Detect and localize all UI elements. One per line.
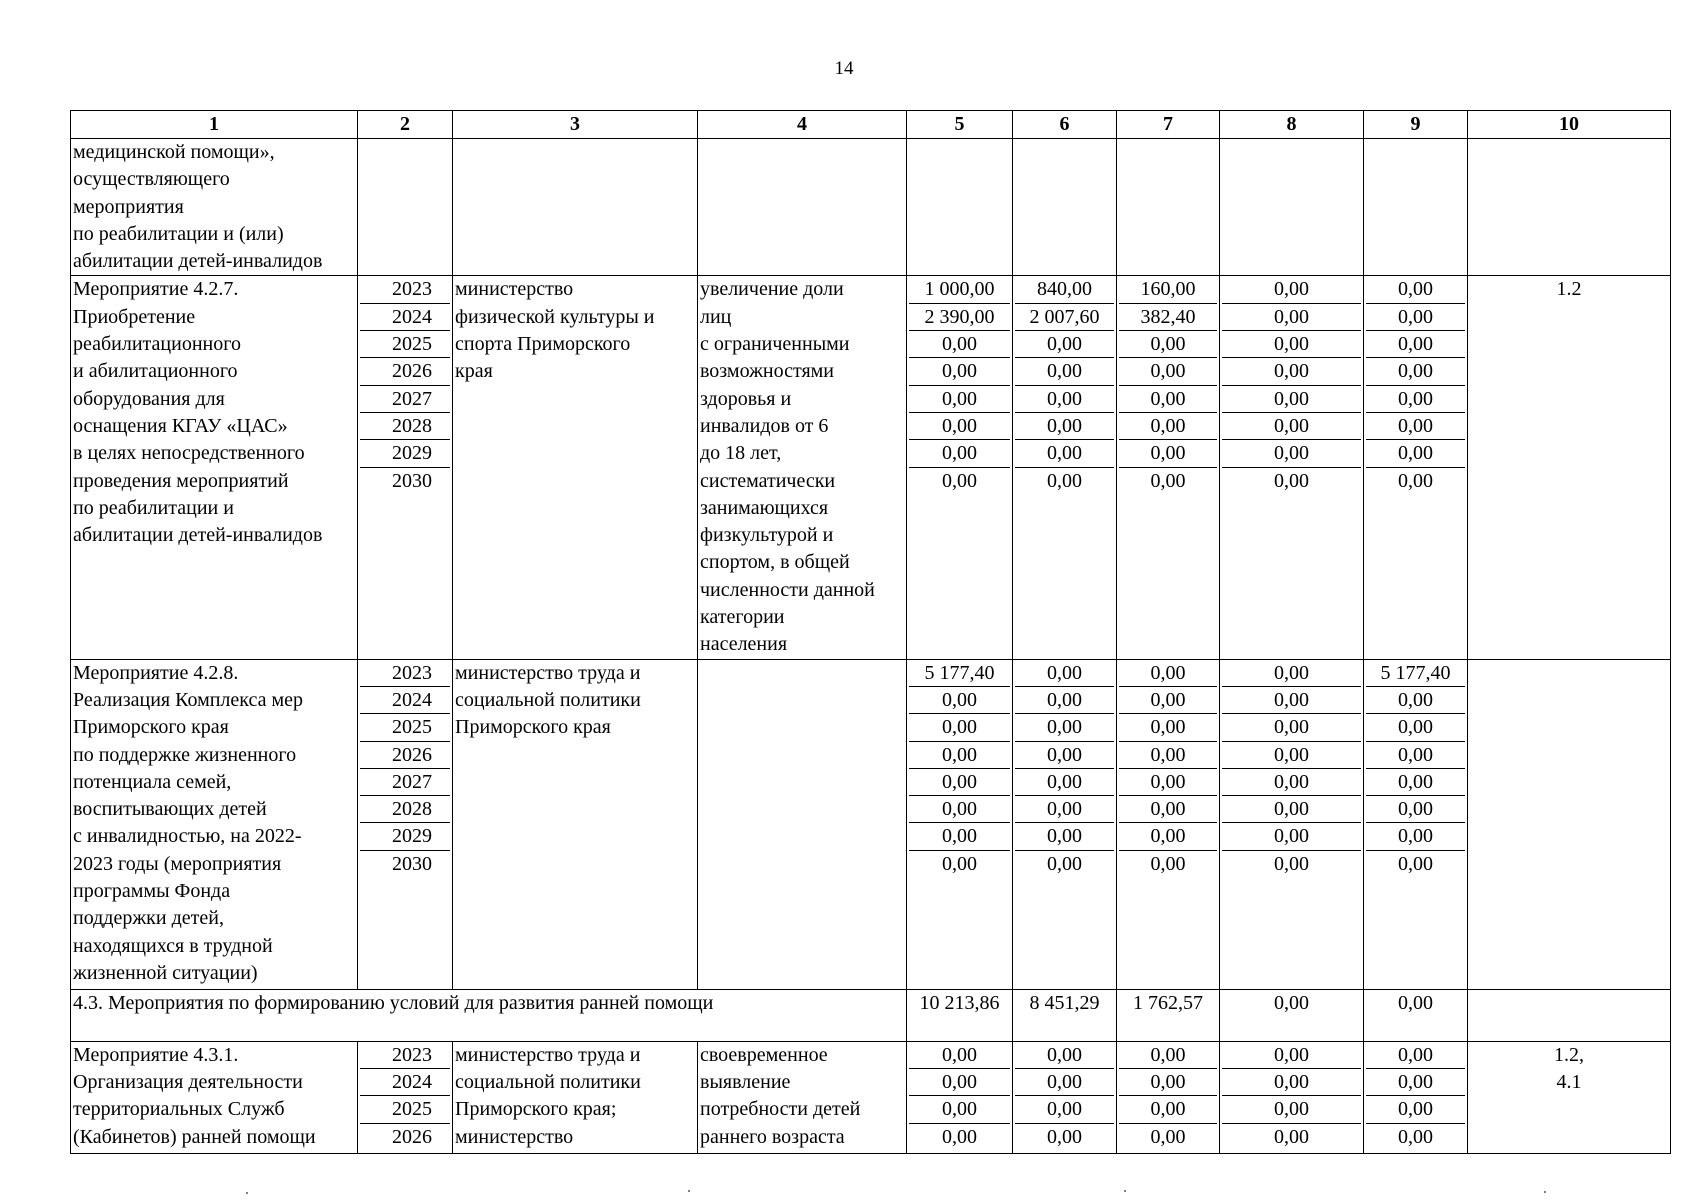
executor: министерство физической культуры и спорта Приморского края [453, 276, 698, 659]
value-line: 382,40 [1119, 304, 1217, 331]
value-line: 0,00 [1366, 440, 1465, 467]
measure-name: Мероприятие 4.3.1. Организация деятельности территориальных Служб (Кабинетов) ранней помощи [71, 1041, 358, 1153]
value-line: 0,00 [909, 440, 1010, 467]
value-line: 2026 [360, 358, 450, 385]
section-col8: 0,00 [1220, 989, 1364, 1041]
value-line: 0,00 [909, 413, 1010, 440]
value-line: 2 007,60 [1015, 304, 1114, 331]
value-line: 0,00 [1150, 1125, 1186, 1148]
value-line: 2027 [360, 386, 450, 413]
measure-name: Мероприятие 4.2.8. Реализация Комплекса мер Приморского края по поддержке жизненного потенциала семей, воспитывающих детей с инвалидностью, на 2022- 2023 годы (мероприятия программы Фонда поддержки детей, находящихся в трудной жизненной ситуации) [71, 659, 358, 989]
section-col9: 0,00 [1364, 989, 1468, 1041]
value-line: 0,00 [909, 358, 1010, 385]
col9-values [1364, 659, 1468, 989]
scan-speck [688, 1190, 690, 1192]
value-line: 0,00 [1222, 1069, 1361, 1096]
header-cell: 10 [1468, 111, 1671, 139]
value-line: 2029 [360, 440, 450, 467]
value-line: 0,00 [909, 769, 1010, 796]
value-line: 2023 [360, 660, 450, 687]
value-line: 0,00 [1274, 469, 1309, 492]
header-cell: 7 [1117, 111, 1220, 139]
value-line: 2028 [360, 796, 450, 823]
value-line: 0,00 [1366, 276, 1465, 303]
value-line: 2024 [360, 687, 450, 714]
value-line: 0,00 [1222, 823, 1361, 850]
header-cell: 4 [698, 111, 907, 139]
value-line: 0,00 [1150, 469, 1186, 492]
value-line: 0,00 [1366, 769, 1465, 796]
page-number: 14 [834, 58, 854, 79]
value-line: 0,00 [1222, 358, 1361, 385]
value-line: 5 177,40 [909, 660, 1010, 687]
value-line: 0,00 [1366, 687, 1465, 714]
value-line: 160,00 [1119, 276, 1217, 303]
target-ref [1468, 659, 1671, 989]
col9-values [1364, 276, 1468, 659]
value-line: 0,00 [1398, 1125, 1433, 1148]
value-line: 0,00 [1119, 823, 1217, 850]
header-row [71, 111, 1671, 139]
target-ref: 1.2, 4.1 [1468, 1041, 1671, 1153]
value-line: 0,00 [1366, 742, 1465, 769]
value-line: 0,00 [1119, 331, 1217, 358]
value-line: 0,00 [1119, 440, 1217, 467]
col7-values [1117, 1041, 1220, 1153]
budget-table [70, 110, 1671, 1154]
value-line: 0,00 [1366, 358, 1465, 385]
value-line: 0,00 [1222, 276, 1361, 303]
value-line: 0,00 [1119, 1042, 1217, 1069]
header-cell: 1 [71, 111, 358, 139]
value-line: 0,00 [1119, 413, 1217, 440]
executor: министерство труда и социальной политики Приморского края; министерство [453, 1041, 698, 1153]
value-line: 0,00 [1366, 796, 1465, 823]
value-line: 0,00 [1222, 386, 1361, 413]
indicator: увеличение доли лиц с ограниченными возможностями здоровья и инвалидов от 6 до 18 лет, систематически занимающихся физкультурой и спортом, в общей численности данной категории населения [698, 276, 907, 659]
value-line: 2026 [392, 1125, 432, 1148]
value-line: 0,00 [1222, 687, 1361, 714]
value-line: 0,00 [909, 331, 1010, 358]
measure-row-4-2-7 [71, 276, 1671, 659]
col5-values [907, 659, 1013, 989]
years-cell [358, 276, 453, 659]
value-line: 0,00 [1015, 714, 1114, 741]
value-line: 0,00 [909, 1096, 1010, 1123]
value-line: 0,00 [909, 687, 1010, 714]
value-line: 0,00 [1015, 660, 1114, 687]
value-line: 0,00 [909, 714, 1010, 741]
value-line: 2030 [392, 469, 432, 492]
value-line: 0,00 [1047, 469, 1082, 492]
value-line: 0,00 [1222, 440, 1361, 467]
value-line: 0,00 [1015, 358, 1114, 385]
executor: министерство труда и социальной политики Приморского края [453, 659, 698, 989]
header-cell: 8 [1220, 111, 1364, 139]
indicator [698, 659, 907, 989]
value-line: 0,00 [1015, 769, 1114, 796]
value-line: 2025 [360, 331, 450, 358]
value-line: 0,00 [909, 1069, 1010, 1096]
value-line: 0,00 [1366, 1042, 1465, 1069]
value-line: 2027 [360, 769, 450, 796]
value-line: 2024 [360, 304, 450, 331]
value-line: 0,00 [1366, 1096, 1465, 1123]
value-line: 0,00 [1366, 331, 1465, 358]
years-cell [358, 659, 453, 989]
value-line: 0,00 [1047, 1125, 1082, 1148]
col8-values [1220, 659, 1364, 989]
value-line: 0,00 [1222, 304, 1361, 331]
measure-row-4-2-8 [71, 659, 1671, 989]
col6-values [1013, 1041, 1117, 1153]
value-line: 0,00 [1015, 331, 1114, 358]
value-line: 0,00 [1119, 687, 1217, 714]
value-line: 0,00 [1366, 386, 1465, 413]
value-line: 0,00 [1015, 413, 1114, 440]
value-line: 0,00 [1119, 796, 1217, 823]
value-line: 0,00 [1366, 823, 1465, 850]
continuation-name: медицинской помощи», осуществляющего мероприятия по реабилитации и (или) абилитации детей-инвалидов [71, 139, 358, 276]
value-line: 0,00 [1119, 769, 1217, 796]
value-line: 2029 [360, 823, 450, 850]
value-line: 0,00 [1222, 1096, 1361, 1123]
value-line: 0,00 [909, 823, 1010, 850]
value-line: 0,00 [1015, 796, 1114, 823]
value-line: 0,00 [942, 1125, 977, 1148]
header-cell: 6 [1013, 111, 1117, 139]
value-line: 0,00 [909, 386, 1010, 413]
value-line: 0,00 [1398, 469, 1433, 492]
value-line: 840,00 [1015, 276, 1114, 303]
value-line: 0,00 [1119, 660, 1217, 687]
value-line: 0,00 [1015, 1069, 1114, 1096]
section-col5: 10 213,86 [907, 989, 1013, 1041]
value-line: 2026 [360, 742, 450, 769]
value-line: 1 000,00 [909, 276, 1010, 303]
value-line: 0,00 [909, 796, 1010, 823]
value-line: 0,00 [1222, 331, 1361, 358]
col8-values [1220, 276, 1364, 659]
value-line: 0,00 [1119, 714, 1217, 741]
value-line: 2023 [360, 1042, 450, 1069]
scan-speck [1544, 1191, 1546, 1193]
value-line: 2025 [360, 1096, 450, 1123]
value-line: 0,00 [909, 1042, 1010, 1069]
header-cell: 3 [453, 111, 698, 139]
col6-values [1013, 276, 1117, 659]
value-line: 0,00 [1015, 440, 1114, 467]
scan-speck [1124, 1190, 1126, 1192]
section-col7: 1 762,57 [1117, 989, 1220, 1041]
col7-values [1117, 276, 1220, 659]
value-line: 0,00 [1398, 852, 1433, 875]
col8-values [1220, 1041, 1364, 1153]
value-line: 2030 [392, 852, 432, 875]
value-line: 0,00 [1222, 796, 1361, 823]
value-line: 0,00 [1274, 1125, 1309, 1148]
indicator: своевременное выявление потребности детей раннего возраста [698, 1041, 907, 1153]
section-col6: 8 451,29 [1013, 989, 1117, 1041]
value-line: 0,00 [1119, 1069, 1217, 1096]
value-line: 0,00 [942, 469, 977, 492]
value-line: 2025 [360, 714, 450, 741]
value-line: 0,00 [1119, 742, 1217, 769]
value-line: 0,00 [1274, 852, 1309, 875]
value-line: 0,00 [1366, 413, 1465, 440]
value-line: 0,00 [1222, 1042, 1361, 1069]
value-line: 0,00 [1015, 823, 1114, 850]
value-line: 0,00 [1150, 852, 1186, 875]
value-line: 0,00 [1015, 687, 1114, 714]
section-row-4-3 [71, 989, 1671, 1041]
header-cell: 5 [907, 111, 1013, 139]
value-line: 0,00 [1119, 386, 1217, 413]
value-line: 0,00 [1366, 714, 1465, 741]
value-line: 0,00 [1015, 1042, 1114, 1069]
value-line: 0,00 [1015, 742, 1114, 769]
value-line: 0,00 [1222, 413, 1361, 440]
value-line: 0,00 [1222, 742, 1361, 769]
value-line: 0,00 [1366, 1069, 1465, 1096]
header-cell: 9 [1364, 111, 1468, 139]
value-line: 0,00 [1047, 852, 1082, 875]
value-line: 0,00 [1366, 304, 1465, 331]
value-line: 0,00 [1222, 714, 1361, 741]
value-line: 2 390,00 [909, 304, 1010, 331]
value-line: 0,00 [1015, 1096, 1114, 1123]
continuation-row [71, 139, 1671, 276]
col6-values [1013, 659, 1117, 989]
value-line: 0,00 [1222, 769, 1361, 796]
years-cell [358, 1041, 453, 1153]
header-cell: 2 [358, 111, 453, 139]
col7-values [1117, 659, 1220, 989]
col5-values [907, 1041, 1013, 1153]
value-line: 5 177,40 [1366, 660, 1465, 687]
value-line: 2028 [360, 413, 450, 440]
measure-name: Мероприятие 4.2.7. Приобретение реабилитационного и абилитационного оборудования для оснащения КГАУ «ЦАС» в целях непосредственного проведения мероприятий по реабилитации и абилитации детей-инвалидов [71, 276, 358, 659]
value-line: 0,00 [942, 852, 977, 875]
target-ref: 1.2 [1468, 276, 1671, 659]
scan-speck [246, 1192, 248, 1194]
section-title: 4.3. Мероприятия по формированию условий для развития ранней помощи [71, 989, 907, 1041]
value-line: 0,00 [1222, 660, 1361, 687]
value-line: 2024 [360, 1069, 450, 1096]
value-line: 0,00 [1119, 358, 1217, 385]
value-line: 0,00 [1015, 386, 1114, 413]
col9-values [1364, 1041, 1468, 1153]
value-line: 2023 [360, 276, 450, 303]
value-line: 0,00 [1119, 1096, 1217, 1123]
measure-row-4-3-1 [71, 1041, 1671, 1153]
value-line: 0,00 [909, 742, 1010, 769]
col5-values [907, 276, 1013, 659]
